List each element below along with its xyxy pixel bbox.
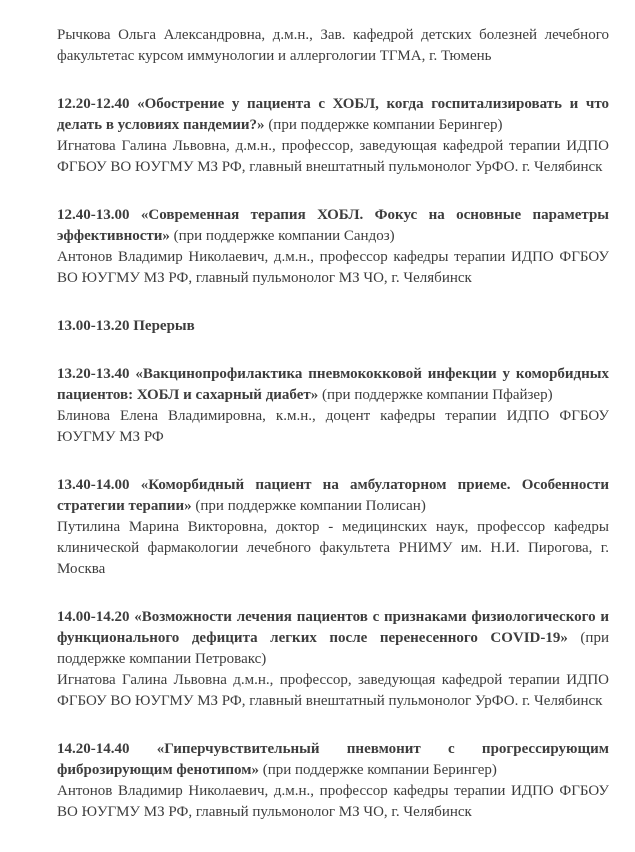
session-title: [57, 739, 609, 781]
session-support: (при поддержке компании Полисан): [191, 498, 426, 514]
session-speaker: Путилина Марина Викторовна, доктор - медицинских наук, профессор кафедры клинической фармакологии лечебного факультета РНИМУ им. Н.И. Пирогова, г. Москва: [57, 519, 609, 577]
session-support: (при поддержке компании Берингер): [264, 117, 503, 133]
break-time-title: 13.00-13.20 Перерыв: [57, 318, 195, 334]
session-block-1320: [57, 364, 609, 448]
session-speaker: Блинова Елена Владимировна, к.м.н., доцент кафедры терапии ИДПО ФГБОУ ЮУГМУ МЗ РФ: [57, 408, 609, 445]
session-speaker: Игнатова Галина Львовна, д.м.н., профессор, заведующая кафедрой терапии ИДПО ФГБОУ ВО ЮУГМУ МЗ РФ, главный внештатный пульмонолог УрФО. г. Челябинск: [57, 138, 609, 175]
session-speaker: Антонов Владимир Николаевич, д.м.н., профессор кафедры терапии ИДПО ФГБОУ ВО ЮУГМУ МЗ РФ, главный пульмонолог МЗ ЧО, г. Челябинск: [57, 783, 609, 820]
session-block-break: [57, 316, 609, 337]
session-title: [57, 364, 609, 406]
session-title: [57, 94, 609, 136]
session-speaker: Игнатова Галина Львовна д.м.н., профессор, заведующая кафедрой терапии ИДПО ФГБОУ ВО ЮУГМУ МЗ РФ, главный внештатный пульмонолог УрФО. г. Челябинск: [57, 672, 609, 709]
session-time-title: 12.20-12.40 «Обострение у пациента с ХОБЛ, когда госпитализировать и что делать в условиях пандемии?»: [57, 96, 609, 133]
session-support: (при поддержке компании Петровакс): [57, 630, 609, 667]
session-support: (при поддержке компании Сандоз): [169, 228, 395, 244]
session-title: [57, 607, 609, 670]
session-title: [57, 475, 609, 517]
session-title: [57, 205, 609, 247]
session-block-1240: [57, 205, 609, 289]
break-title: [57, 316, 609, 337]
session-block-1420: [57, 739, 609, 823]
session-time-title: 13.20-13.40 «Вакцинопрофилактика пневмококковой инфекции у коморбидных пациентов: ХОБЛ и сахарный диабет»: [57, 366, 609, 403]
session-support: (при поддержке компании Пфайзер): [318, 387, 553, 403]
session-block-1400: [57, 607, 609, 712]
intro-block: [57, 25, 609, 67]
session-time-title: 12.40-13.00 «Современная терапия ХОБЛ. Фокус на основные параметры эффективности»: [57, 207, 609, 244]
session-speaker: Антонов Владимир Николаевич, д.м.н., профессор кафедры терапии ИДПО ФГБОУ ВО ЮУГМУ МЗ РФ, главный пульмонолог МЗ ЧО, г. Челябинск: [57, 249, 609, 286]
session-support: (при поддержке компании Берингер): [258, 762, 497, 778]
session-block-1220: [57, 94, 609, 178]
intro-speaker: Рычкова Ольга Александровна, д.м.н., Зав. кафедрой детских болезней лечебного факультетас курсом иммунологии и аллергологии ТГМА, г. Тюмень: [57, 27, 609, 64]
session-time-title: 14.20-14.40 «Гиперчувствительный пневмонит с прогрессирующим фиброзирующим фенотипом»: [57, 741, 609, 778]
session-time-title: 13.40-14.00 «Коморбидный пациент на амбулаторном приеме. Особенности стратегии терапии»: [57, 477, 609, 514]
session-time-title: 14.00-14.20 «Возможности лечения пациентов с признаками физиологического и функционального дефицита легких после перенесенного COVID-19»: [57, 609, 609, 646]
session-block-1340: [57, 475, 609, 580]
